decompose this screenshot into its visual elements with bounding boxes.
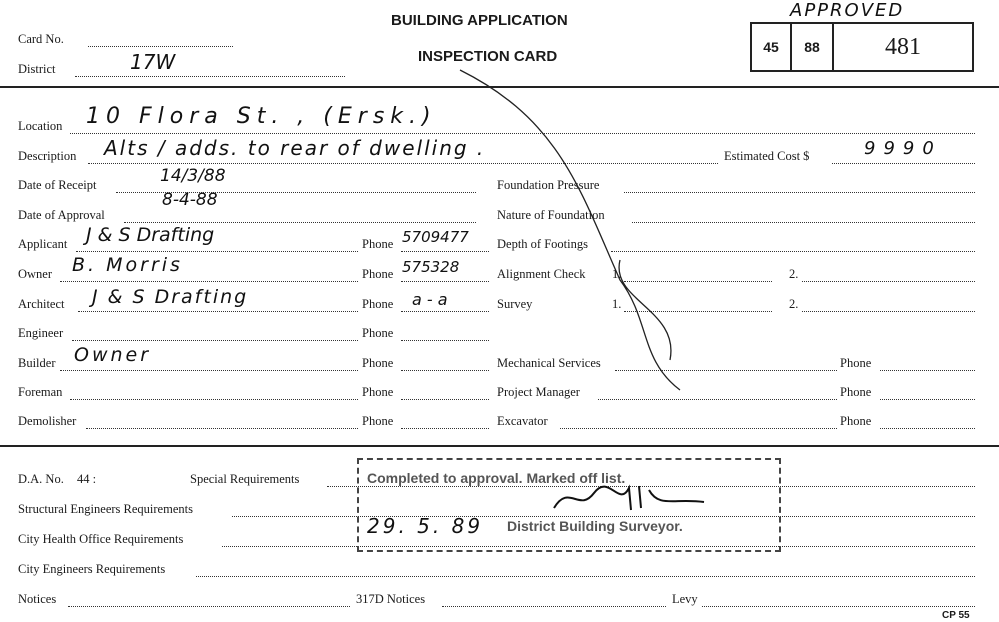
stamp-date: 29. 5. 89: [367, 514, 484, 538]
number-box-1: 45: [752, 24, 792, 70]
date-receipt-value: 14/3/88: [160, 166, 226, 186]
project-manager-phone-line: [880, 399, 975, 400]
foreman-phone-label: Phone: [362, 385, 394, 399]
architect-value: J & S Drafting: [92, 286, 249, 308]
da-no-label: D.A. No.: [18, 472, 64, 486]
date-receipt-label: Date of Receipt: [18, 178, 97, 192]
survey-2-label: 2.: [789, 297, 799, 311]
owner-phone-value: 575328: [402, 258, 460, 276]
survey-1-label: 1.: [612, 297, 622, 311]
excavator-phone-line: [880, 428, 975, 429]
demolisher-label: Demolisher: [18, 414, 77, 428]
alignment-1-label: 1.: [612, 267, 622, 281]
da-no-value: 44 :: [77, 472, 97, 486]
survey-2-line: [802, 311, 975, 312]
notices-317d-label: 317D Notices: [356, 592, 426, 606]
architect-phone-value: a - a: [412, 290, 448, 309]
estimated-cost-line: [832, 163, 975, 164]
levy-label: Levy: [672, 592, 698, 606]
project-manager-label: Project Manager: [497, 385, 580, 399]
nature-foundation-label: Nature of Foundation: [497, 208, 605, 222]
number-box-2: 88: [792, 24, 834, 70]
stamp-completed-text: Completed to approval. Marked off list.: [367, 470, 626, 486]
applicant-line: [76, 251, 358, 252]
owner-phone-label: Phone: [362, 267, 394, 281]
card-title-line1: BUILDING APPLICATION: [391, 12, 568, 29]
excavator-line: [560, 428, 837, 429]
notices-317d-line: [442, 606, 666, 607]
demolisher-phone-label: Phone: [362, 414, 394, 428]
application-number-boxes: [750, 22, 974, 72]
description-label: Description: [18, 149, 77, 163]
district-label: District: [18, 62, 56, 76]
notices-line: [68, 606, 350, 607]
survey-label: Survey: [497, 297, 533, 311]
demolisher-phone-line: [401, 428, 489, 429]
owner-value: B. Morris: [72, 254, 183, 276]
builder-phone-label: Phone: [362, 356, 394, 370]
location-value: 10 Flora St. , (Ersk.): [86, 104, 437, 129]
city-eng-line: [196, 576, 975, 577]
card-title-line2: INSPECTION CARD: [418, 48, 558, 65]
architect-line: [78, 311, 358, 312]
estimated-cost-value: 9990: [864, 138, 942, 159]
project-manager-phone-label: Phone: [840, 385, 872, 399]
stamp-surveyor-text: District Building Surveyor.: [507, 518, 683, 534]
health-label: City Health Office Requirements: [18, 532, 184, 546]
approved-handwriting: APPROVED: [790, 0, 905, 21]
builder-label: Builder: [18, 356, 56, 370]
architect-label: Architect: [18, 297, 65, 311]
date-approval-label: Date of Approval: [18, 208, 105, 222]
foreman-line: [70, 399, 358, 400]
owner-line: [60, 281, 358, 282]
completion-stamp: [357, 458, 781, 552]
foundation-pressure-label: Foundation Pressure: [497, 178, 600, 192]
mechanical-phone-label: Phone: [840, 356, 872, 370]
city-eng-label: City Engineers Requirements: [18, 562, 166, 576]
special-req-label: Special Requirements: [190, 472, 300, 486]
engineer-phone-label: Phone: [362, 326, 394, 340]
foreman-label: Foreman: [18, 385, 63, 399]
mechanical-phone-line: [880, 370, 975, 371]
pen-scribble-icon: [440, 60, 740, 410]
signature-icon: [549, 478, 709, 518]
owner-label: Owner: [18, 267, 53, 281]
builder-line: [60, 370, 358, 371]
card-no-label: Card No.: [18, 32, 64, 46]
applicant-phone-value: 5709477: [402, 228, 469, 246]
mechanical-label: Mechanical Services: [497, 356, 601, 370]
district-value: 17W: [130, 50, 176, 74]
district-line: [75, 76, 345, 77]
location-label: Location: [18, 119, 63, 133]
engineer-line: [72, 340, 358, 341]
excavator-label: Excavator: [497, 414, 548, 428]
depth-footings-label: Depth of Footings: [497, 237, 588, 251]
alignment-check-label: Alignment Check: [497, 267, 586, 281]
alignment-2-label: 2.: [789, 267, 799, 281]
number-box-3: 481: [885, 33, 921, 60]
applicant-label: Applicant: [18, 237, 68, 251]
form-code: CP 55: [942, 610, 970, 621]
applicant-phone-label: Phone: [362, 237, 394, 251]
engineer-label: Engineer: [18, 326, 64, 340]
demolisher-line: [86, 428, 358, 429]
builder-value: Owner: [74, 344, 152, 366]
estimated-cost-label: Estimated Cost $: [724, 149, 810, 163]
description-value: Alts / adds. to rear of dwelling .: [104, 136, 486, 160]
alignment-2-line: [802, 281, 975, 282]
card-no-line: [88, 46, 233, 47]
architect-phone-label: Phone: [362, 297, 394, 311]
date-approval-value: 8-4-88: [162, 190, 218, 210]
applicant-value: J & S Drafting: [86, 224, 215, 246]
structural-label: Structural Engineers Requirements: [18, 502, 193, 516]
middle-divider: [0, 445, 999, 447]
date-approval-line: [124, 222, 476, 223]
notices-label: Notices: [18, 592, 57, 606]
levy-line: [702, 606, 975, 607]
excavator-phone-label: Phone: [840, 414, 872, 428]
